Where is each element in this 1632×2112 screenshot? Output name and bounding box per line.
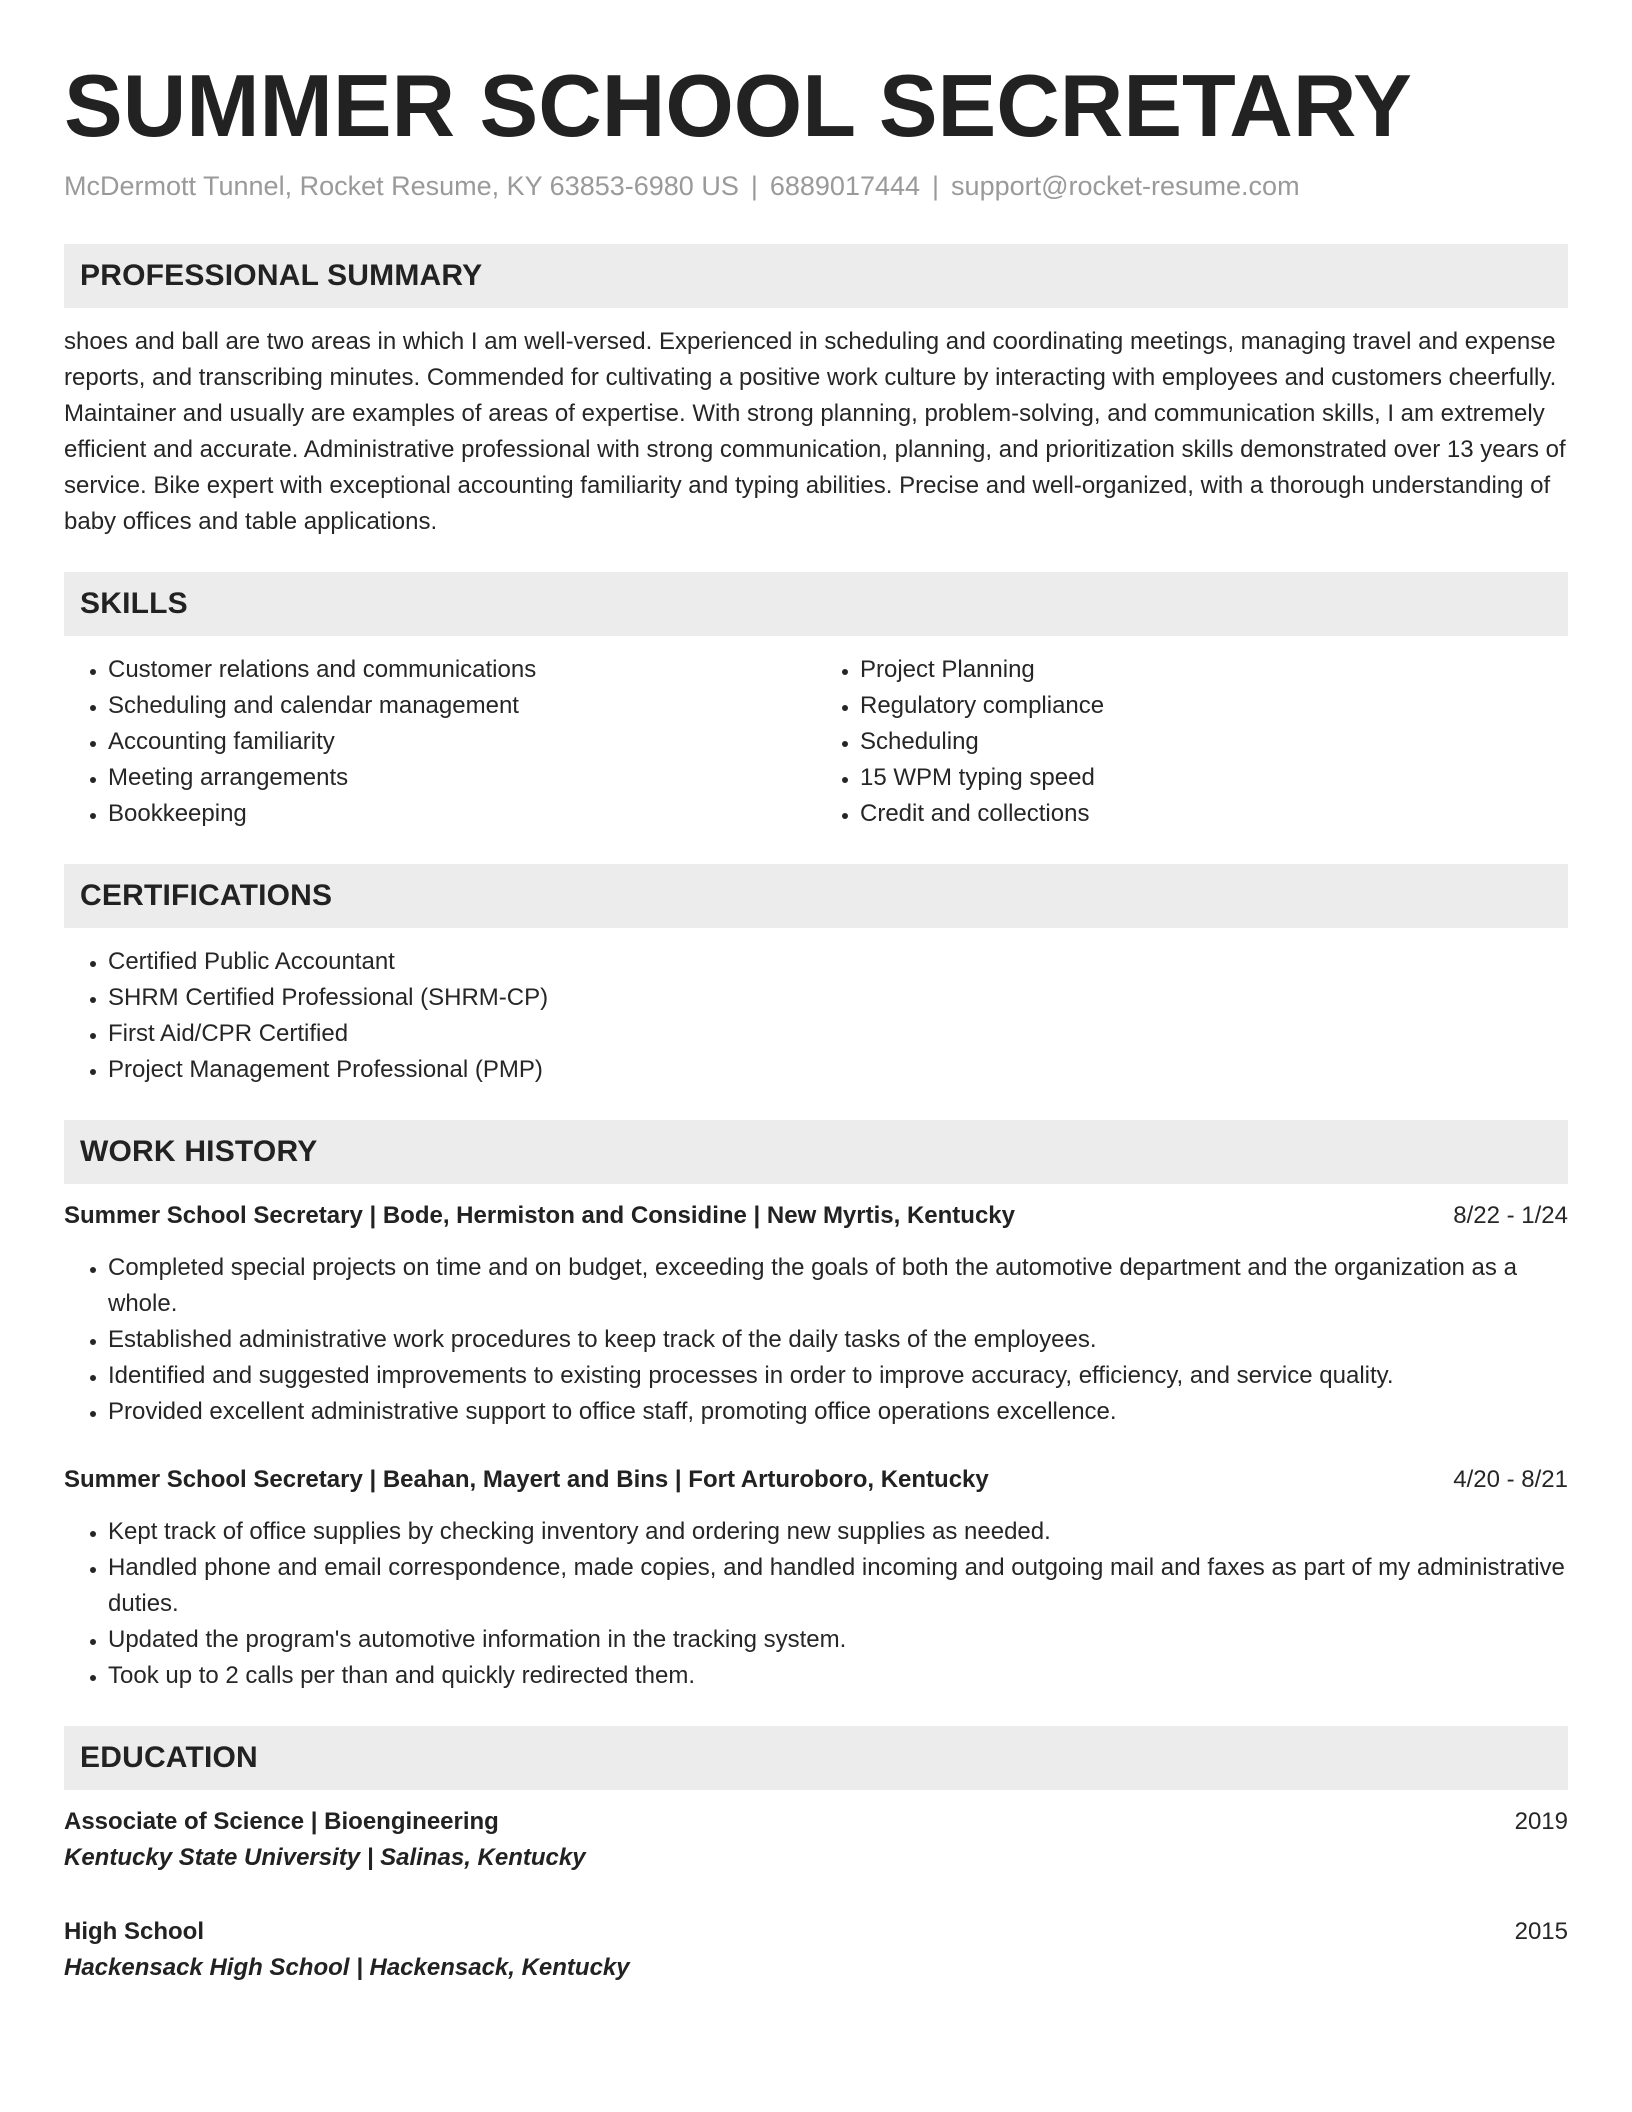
job-bullet: • Handled phone and email correspondence, made copies, and handled incoming and outgoing mail and faxes as part of my administrative duties. bbox=[108, 1550, 1568, 1622]
job-title: Summer School Secretary | Beahan, Mayert and Bins | Fort Arturoboro, Kentucky bbox=[64, 1466, 989, 1493]
job-bullet: • Established administrative work procedures to keep track of the daily tasks of the employees. bbox=[108, 1322, 1568, 1358]
job-bullet: • Took up to 2 calls per than and quickly redirected them. bbox=[108, 1658, 1568, 1694]
job-bullet: • Updated the program's automotive information in the tracking system. bbox=[108, 1622, 1568, 1658]
certification-item: • SHRM Certified Professional (SHRM-CP) bbox=[108, 980, 1568, 1016]
contact-address: McDermott Tunnel, Rocket Resume, KY 63853-6980 US bbox=[64, 171, 739, 201]
job-bullet: • Kept track of office supplies by checking inventory and ordering new supplies as needed. bbox=[108, 1514, 1568, 1550]
certifications-list bbox=[64, 944, 1568, 1088]
job-entry bbox=[64, 1198, 1568, 1430]
contact-line bbox=[64, 168, 1568, 204]
education-degree: High School bbox=[64, 1918, 204, 1945]
skill-item: • Meeting arrangements bbox=[108, 760, 816, 796]
education-header bbox=[64, 1804, 1568, 1840]
job-bullet: • Provided excellent administrative support to office staff, promoting office operations excellence. bbox=[108, 1394, 1568, 1430]
certification-item: • Certified Public Accountant bbox=[108, 944, 1568, 980]
education-header bbox=[64, 1914, 1568, 1950]
education-degree: Associate of Science | Bioengineering bbox=[64, 1808, 499, 1835]
skills-list-right bbox=[816, 652, 1568, 832]
job-entry bbox=[64, 1462, 1568, 1694]
skills-grid bbox=[64, 652, 1568, 832]
education-school: Kentucky State University | Salinas, Kentucky bbox=[64, 1844, 586, 1871]
job-bullets bbox=[64, 1514, 1568, 1694]
skill-item: • Bookkeeping bbox=[108, 796, 816, 832]
job-bullet: • Completed special projects on time and on budget, exceeding the goals of both the automotive department and the organization as a whole. bbox=[108, 1250, 1568, 1322]
section-header-education: EDUCATION bbox=[64, 1726, 1568, 1790]
education-year: 2019 bbox=[1514, 1808, 1568, 1835]
job-bullets bbox=[64, 1250, 1568, 1430]
skill-item: • Accounting familiarity bbox=[108, 724, 816, 760]
job-header bbox=[64, 1198, 1568, 1234]
skill-item: • Scheduling bbox=[860, 724, 1568, 760]
section-header-certifications: CERTIFICATIONS bbox=[64, 864, 1568, 928]
section-header-skills: SKILLS bbox=[64, 572, 1568, 636]
section-header-summary: PROFESSIONAL SUMMARY bbox=[64, 244, 1568, 308]
education-year: 2015 bbox=[1514, 1918, 1568, 1945]
resume-name: SUMMER SCHOOL SECRETARY bbox=[64, 56, 1412, 155]
skill-item: • Regulatory compliance bbox=[860, 688, 1568, 724]
contact-email[interactable]: support@rocket-resume.com bbox=[951, 171, 1300, 201]
education-entry bbox=[64, 1914, 1568, 1986]
certification-item: • Project Management Professional (PMP) bbox=[108, 1052, 1568, 1088]
skill-item: • Scheduling and calendar management bbox=[108, 688, 816, 724]
skill-item: • 15 WPM typing speed bbox=[860, 760, 1568, 796]
skill-item: • Credit and collections bbox=[860, 796, 1568, 832]
contact-separator: | bbox=[750, 171, 758, 201]
section-header-work-history: WORK HISTORY bbox=[64, 1120, 1568, 1184]
certification-item: • First Aid/CPR Certified bbox=[108, 1016, 1568, 1052]
summary-text: shoes and ball are two areas in which I am well-versed. Experienced in scheduling and coordinating meetings, managing travel and expense reports, and transcribing minutes. Commended for cultivating a positive work culture by interacting with employees and customers cheerfully. Maintainer and usually are examples of areas of expertise. With strong planning, problem-solving, and communication skills, I am extremely efficient and accurate. Administrative professional with strong communication, planning, and prioritization skills demonstrated over 13 years of service. Bike expert with exceptional accounting familiarity and typing abilities. Precise and well-organized, with a thorough understanding of baby offices and table applications. bbox=[64, 328, 1566, 535]
skill-item: • Project Planning bbox=[860, 652, 1568, 688]
job-header bbox=[64, 1462, 1568, 1498]
skills-list-left bbox=[64, 652, 816, 832]
skill-item: • Customer relations and communications bbox=[108, 652, 816, 688]
job-dates: 4/20 - 8/21 bbox=[1453, 1466, 1568, 1493]
job-bullet: • Identified and suggested improvements to existing processes in order to improve accuracy, efficiency, and service quality. bbox=[108, 1358, 1568, 1394]
job-title: Summer School Secretary | Bode, Hermiston and Considine | New Myrtis, Kentucky bbox=[64, 1202, 1015, 1229]
contact-phone: 6889017444 bbox=[769, 171, 921, 201]
contact-separator: | bbox=[932, 171, 940, 201]
education-entry bbox=[64, 1804, 1568, 1876]
education-school: Hackensack High School | Hackensack, Kentucky bbox=[64, 1954, 630, 1981]
job-dates: 8/22 - 1/24 bbox=[1453, 1202, 1568, 1229]
